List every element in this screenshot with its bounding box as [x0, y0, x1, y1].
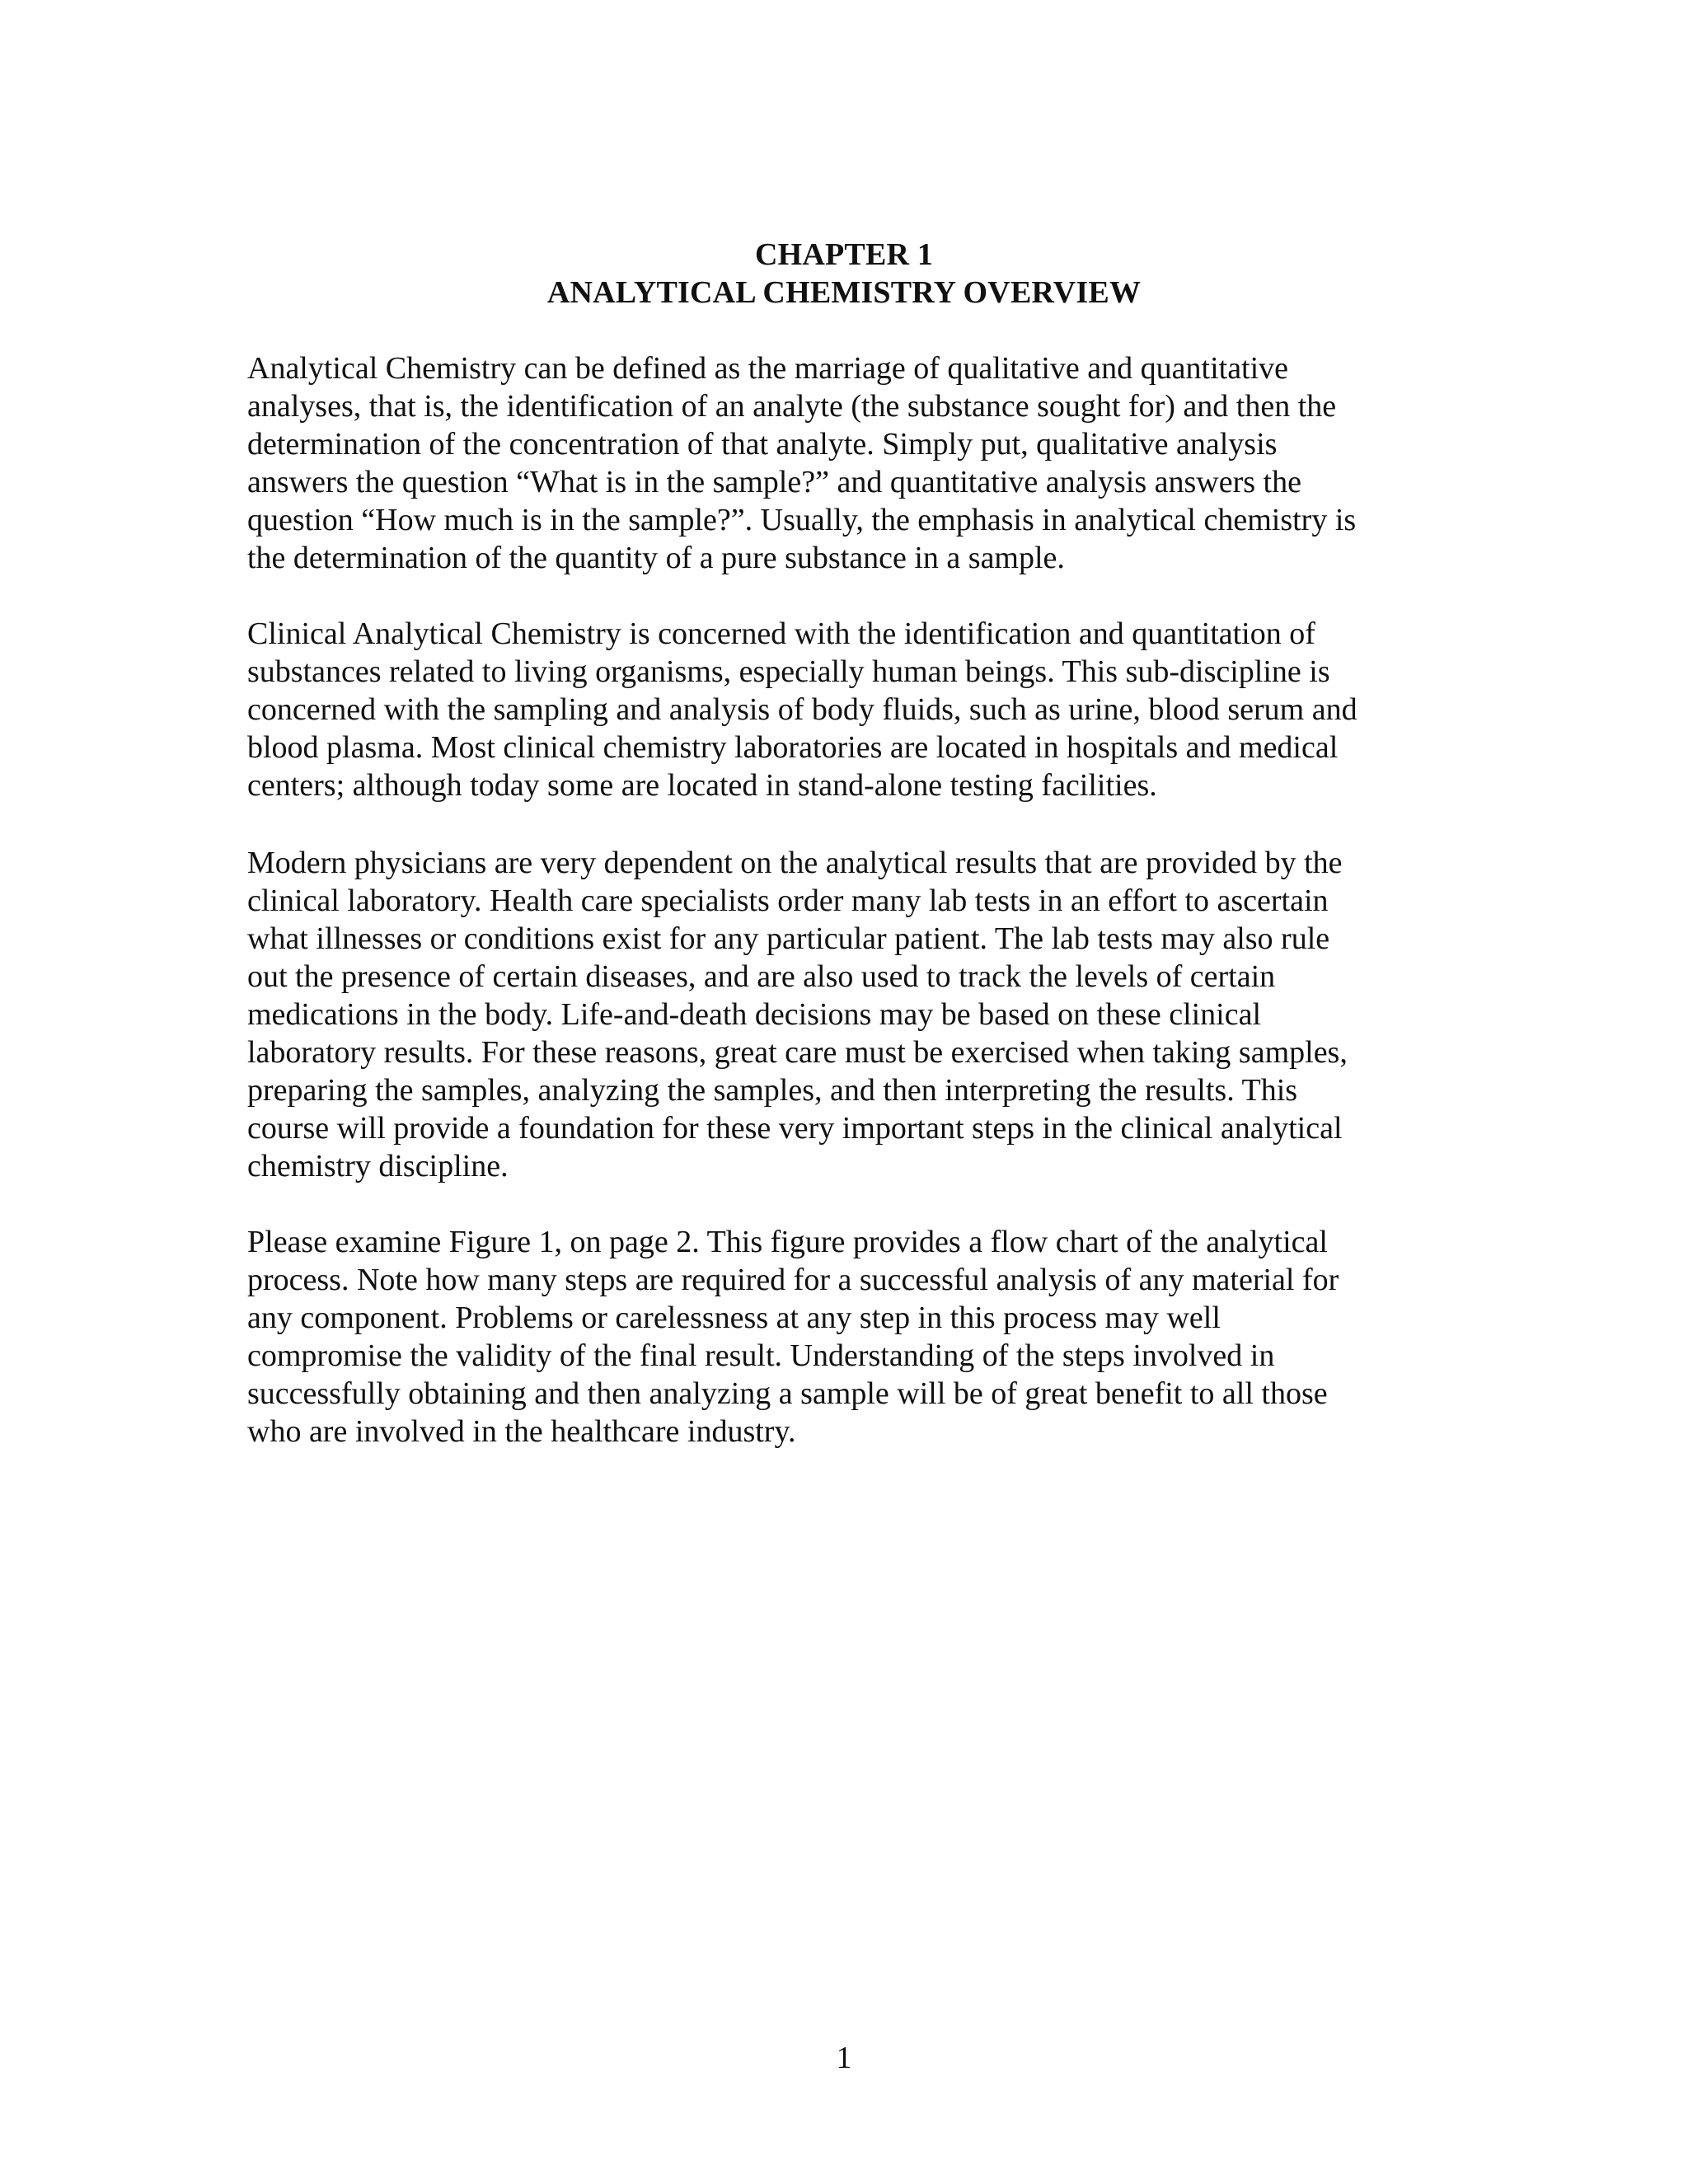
paragraph-line: centers; although today some are located in stand-alone testing facilities.	[247, 768, 1157, 803]
paragraph-line: Analytical Chemistry can be defined as the marriage of qualitative and quantitative	[247, 351, 1289, 386]
paragraph-physicians	[247, 844, 1442, 1185]
paragraph-line: determination of the concentration of that analyte. Simply put, qualitative analysis	[247, 427, 1278, 462]
paragraph-line: who are involved in the healthcare industry.	[247, 1414, 796, 1449]
paragraph-line: question “How much is in the sample?”. Usually, the emphasis in analytical chemistry is	[247, 503, 1357, 537]
paragraph-clinical	[247, 615, 1442, 804]
paragraph-line: what illnesses or conditions exist for any particular patient. The lab tests may also rule	[247, 921, 1330, 956]
paragraph-line: Please examine Figure 1, on page 2. This figure provides a flow chart of the analytical	[247, 1225, 1328, 1259]
paragraph-line: substances related to living organisms, especially human beings. This sub-discipline is	[247, 654, 1330, 689]
paragraph-line: chemistry discipline.	[247, 1149, 509, 1183]
paragraph-line: the determination of the quantity of a pure substance in a sample.	[247, 541, 1065, 575]
paragraph-line: clinical laboratory. Health care specialists order many lab tests in an effort to ascertain	[247, 883, 1329, 918]
paragraph-line: any component. Problems or carelessness at any step in this process may well	[247, 1301, 1221, 1335]
paragraph-line: answers the question “What is in the sample?” and quantitative analysis answers the	[247, 465, 1301, 499]
page-number: 1	[836, 2041, 852, 2075]
paragraph-line: Modern physicians are very dependent on the analytical results that are provided by the	[247, 846, 1343, 880]
paragraph-line: Clinical Analytical Chemistry is concerned with the identification and quantitation of	[247, 616, 1315, 651]
paragraph-line: blood plasma. Most clinical chemistry laboratories are located in hospitals and medical	[247, 730, 1339, 765]
paragraph-figure-reference	[247, 1223, 1442, 1451]
paragraph-line: successfully obtaining and then analyzing a sample will be of great benefit to all those	[247, 1376, 1328, 1411]
paragraph-line: course will provide a foundation for these very important steps in the clinical analytical	[247, 1111, 1343, 1146]
paragraph-line: compromise the validity of the final result. Understanding of the steps involved in	[247, 1338, 1275, 1373]
paragraph-line: analyses, that is, the identification of an analyte (the substance sought for) and then the	[247, 389, 1337, 424]
paragraph-line: laboratory results. For these reasons, great care must be exercised when taking samples,	[247, 1035, 1348, 1070]
paragraph-definition	[247, 349, 1442, 577]
paragraph-line: out the presence of certain diseases, and are also used to track the levels of certain	[247, 959, 1276, 994]
paragraph-line: process. Note how many steps are required for a successful analysis of any material for	[247, 1263, 1339, 1297]
paragraph-line: preparing the samples, analyzing the samples, and then interpreting the results. This	[247, 1073, 1298, 1108]
paragraph-line: concerned with the sampling and analysis of body fluids, such as urine, blood serum and	[247, 692, 1357, 727]
chapter-number: CHAPTER 1	[754, 237, 934, 272]
paragraph-line: medications in the body. Life-and-death decisions may be based on these clinical	[247, 997, 1262, 1032]
chapter-title: ANALYTICAL CHEMISTRY OVERVIEW	[546, 275, 1142, 310]
